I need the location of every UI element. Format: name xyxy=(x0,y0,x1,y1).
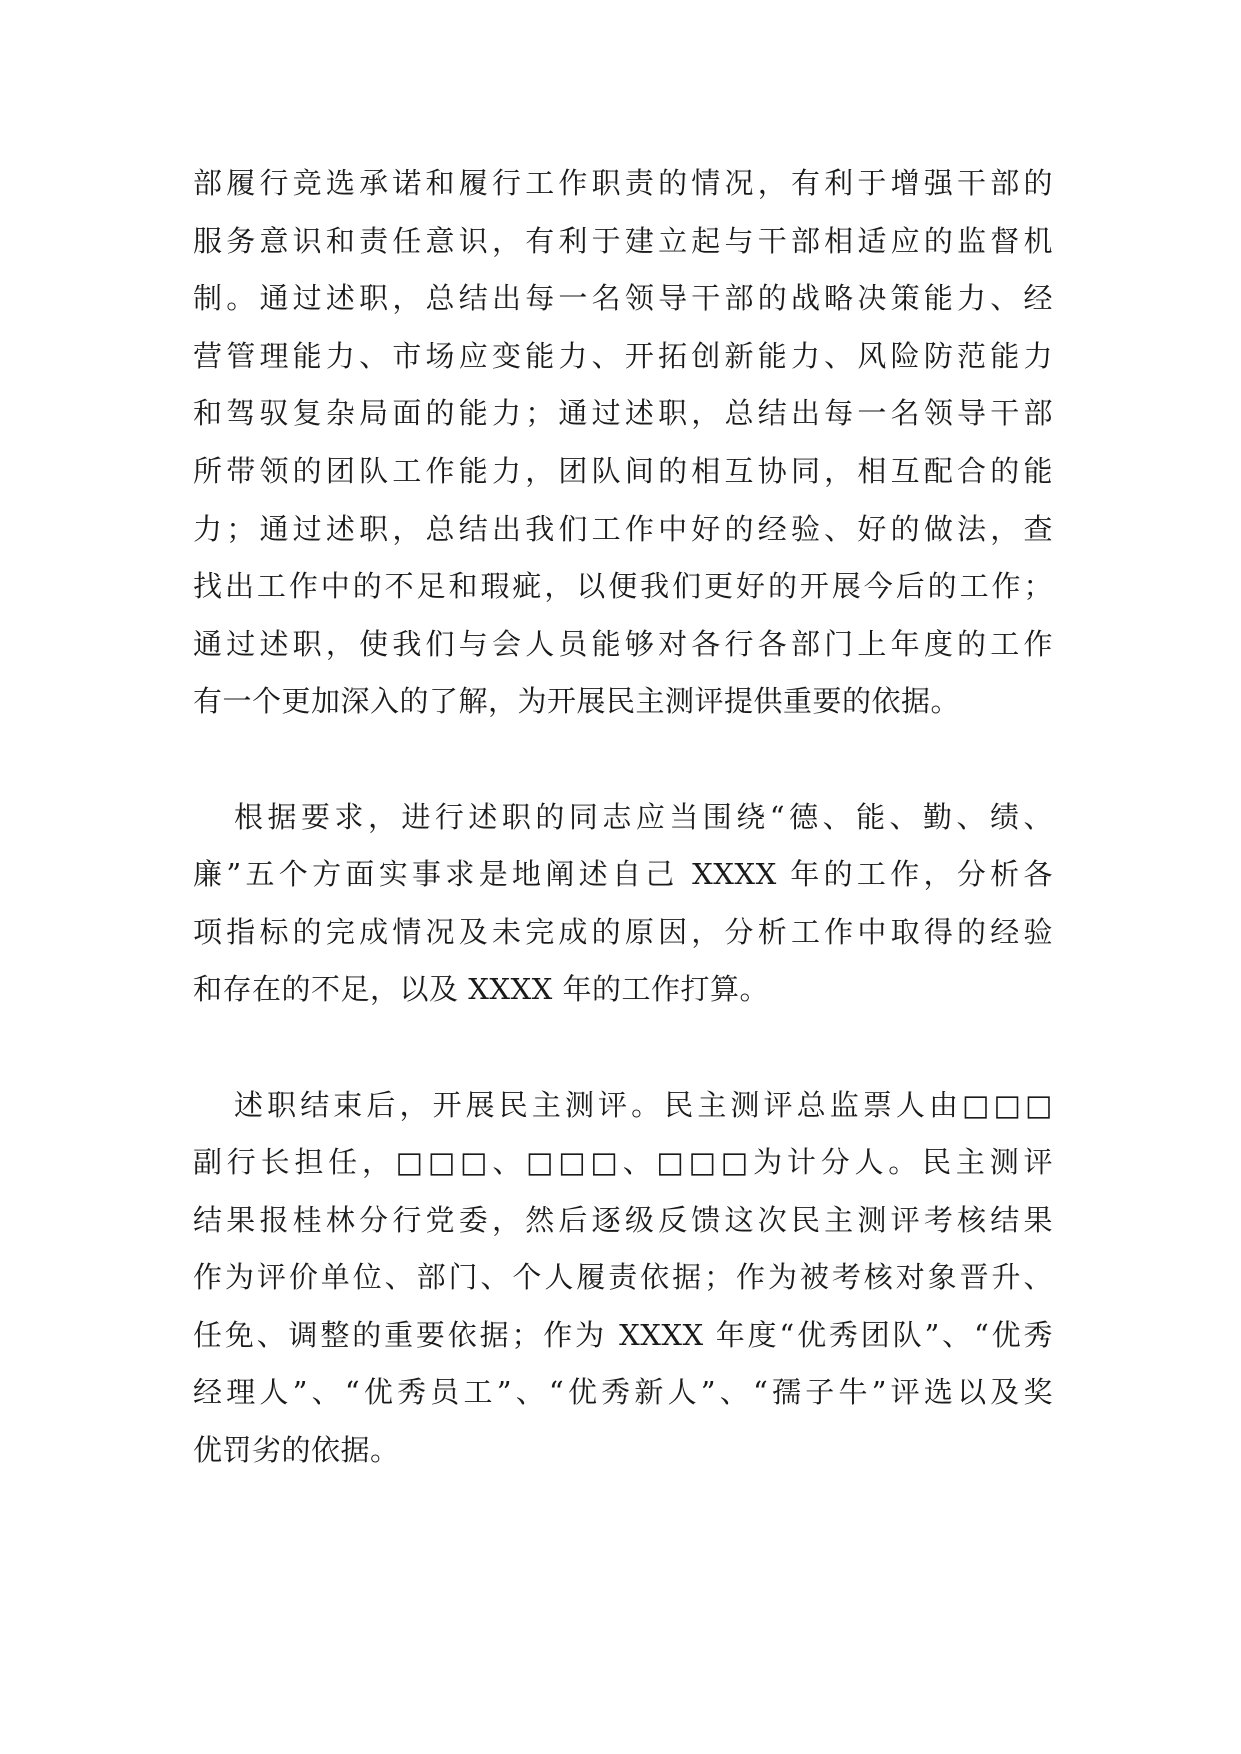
paragraph-line: 任免、调整的重要依据；作为 XXXX 年度“优秀团队”、“优秀 xyxy=(193,1317,1053,1352)
paragraph-spacer xyxy=(193,1019,1053,1077)
paragraph-line: 有一个更加深入的了解，为开展民主测评提供重要的依据。 xyxy=(193,684,961,719)
paragraph-line: 经理人”、“优秀员工”、“优秀新人”、“孺子牛”评选以及奖 xyxy=(193,1375,1053,1410)
paragraph-line: 项指标的完成情况及未完成的原因，分析工作中取得的经验 xyxy=(193,914,1053,949)
paragraph-line: 述职结束后，开展民主测评。民主测评总监票人由□□□ xyxy=(234,1087,1053,1122)
paragraph-line: 营管理能力、市场应变能力、开拓创新能力、风险防范能力 xyxy=(193,338,1053,373)
paragraph-line: 所带领的团队工作能力，团队间的相互协同，相互配合的能 xyxy=(193,453,1053,488)
paragraph-3 xyxy=(193,1077,1053,1480)
paragraph-line: 和存在的不足，以及 XXXX 年的工作打算。 xyxy=(193,972,770,1007)
paragraph-line: 结果报桂林分行党委，然后逐级反馈这次民主测评考核结果 xyxy=(193,1202,1053,1237)
document-body xyxy=(193,155,1053,1480)
paragraph-line: 和驾驭复杂局面的能力；通过述职，总结出每一名领导干部 xyxy=(193,396,1053,431)
paragraph-line: 根据要求，进行述职的同志应当围绕“德、能、勤、绩、 xyxy=(234,799,1053,834)
paragraph-line: 作为评价单位、部门、个人履责依据；作为被考核对象晋升、 xyxy=(193,1260,1053,1295)
paragraph-line: 力；通过述职，总结出我们工作中好的经验、好的做法，查 xyxy=(193,511,1053,546)
paragraph-line: 优罚劣的依据。 xyxy=(193,1433,400,1468)
paragraph-line: 副行长担任，□□□、□□□、□□□为计分人。民主测评 xyxy=(193,1145,1053,1180)
paragraph-line: 服务意识和责任意识，有利于建立起与干部相适应的监督机 xyxy=(193,223,1053,258)
paragraph-1 xyxy=(193,155,1053,731)
paragraph-2 xyxy=(193,789,1053,1019)
paragraph-line: 制。通过述职，总结出每一名领导干部的战略决策能力、经 xyxy=(193,281,1053,316)
paragraph-line: 廉”五个方面实事求是地阐述自己 XXXX 年的工作，分析各 xyxy=(193,857,1053,892)
paragraph-line: 找出工作中的不足和瑕疵，以便我们更好的开展今后的工作； xyxy=(193,569,1053,604)
paragraph-spacer xyxy=(193,731,1053,789)
paragraph-line: 部履行竞选承诺和履行工作职责的情况，有利于增强干部的 xyxy=(193,166,1053,200)
paragraph-line: 通过述职，使我们与会人员能够对各行各部门上年度的工作 xyxy=(193,626,1053,661)
